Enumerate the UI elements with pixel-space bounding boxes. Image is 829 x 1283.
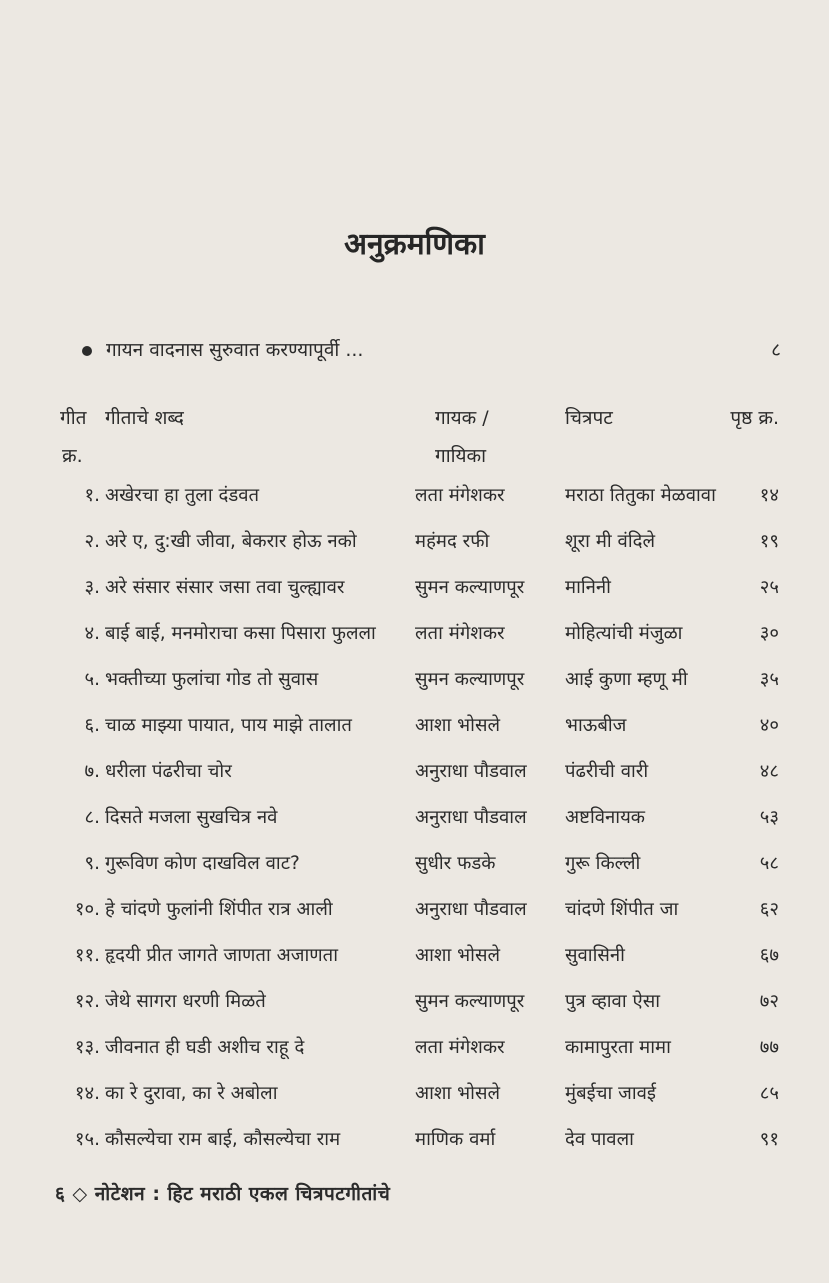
singer-name: आशा भोसले [415, 715, 501, 736]
table-row [0, 1034, 829, 1080]
header-no-line1: गीत [60, 407, 87, 429]
song-title: बाई बाई, मनमोराचा कसा पिसारा फुलला [105, 623, 376, 644]
singer-name: लता मंगेशकर [415, 1037, 505, 1058]
table-row [0, 1080, 829, 1126]
song-title: अरे ए, दु:खी जीवा, बेकरार होऊ नको [105, 531, 357, 552]
page-number: २५ [759, 577, 779, 598]
singer-name: सुमन कल्याणपूर [415, 577, 525, 598]
row-number: २. [84, 531, 100, 552]
song-title: दिसते मजला सुखचित्र नवे [105, 807, 278, 828]
film-name: मुंबईचा जावई [565, 1083, 657, 1104]
singer-name: आशा भोसले [415, 945, 501, 966]
song-title: गुरूविण कोण दाखविल वाट? [105, 853, 300, 874]
intro-entry [82, 336, 781, 366]
row-number: ८. [84, 807, 100, 828]
row-number: १०. [74, 899, 100, 920]
row-number: १५. [74, 1129, 100, 1150]
singer-name: लता मंगेशकर [415, 623, 505, 644]
row-number: ६. [84, 715, 100, 736]
page-number: ६७ [759, 945, 779, 966]
page-number: ५३ [759, 807, 779, 828]
singer-name: सुमन कल्याणपूर [415, 669, 525, 690]
header-song: गीताचे शब्द [105, 407, 184, 429]
page-number: ३० [759, 623, 779, 644]
song-title: हे चांदणे फुलांनी शिंपीत रात्र आली [105, 899, 333, 920]
table-row [0, 804, 829, 850]
film-name: शूरा मी वंदिले [565, 531, 655, 552]
page-footer: ६ ◇ नोटेशन : हिट मराठी एकल चित्रपटगीतांचे [55, 1183, 391, 1205]
table-row [0, 666, 829, 712]
table-row [0, 528, 829, 574]
film-name: पुत्र व्हावा ऐसा [565, 991, 661, 1012]
table-row [0, 896, 829, 942]
song-title: भक्तीच्या फुलांचा गोड तो सुवास [105, 669, 319, 690]
row-number: १२. [74, 991, 100, 1012]
row-number: १. [84, 485, 100, 506]
row-number: १३. [74, 1037, 100, 1058]
singer-name: महंमद रफी [415, 531, 490, 552]
film-name: गुरू किल्ली [565, 853, 641, 874]
song-title: अखेरचा हा तुला दंडवत [105, 485, 260, 506]
song-title: धरीला पंढरीचा चोर [105, 761, 232, 782]
page-number: ७२ [759, 991, 779, 1012]
film-name: अष्टविनायक [565, 807, 646, 828]
film-name: चांदणे शिंपीत जा [565, 899, 679, 920]
film-name: देव पावला [565, 1129, 634, 1150]
page-number: ८५ [759, 1083, 779, 1104]
singer-name: आशा भोसले [415, 1083, 501, 1104]
page-number: ३५ [759, 669, 779, 690]
song-title: जीवनात ही घडी अशीच राहू दे [105, 1037, 305, 1058]
page-number: १९ [759, 531, 779, 552]
page-number: ४० [759, 715, 779, 736]
song-index-table [0, 482, 829, 1172]
page-number: ७७ [759, 1037, 779, 1058]
page-number: ५८ [759, 853, 779, 874]
film-name: मोहित्यांची मंजुळा [565, 623, 683, 644]
row-number: ३. [84, 577, 100, 598]
singer-name: सुधीर फडके [415, 853, 496, 874]
header-singer-line2: गायिका [435, 445, 487, 467]
song-title: हृदयी प्रीत जागते जाणता अजाणता [105, 945, 338, 966]
singer-name: सुमन कल्याणपूर [415, 991, 525, 1012]
film-name: मराठा तितुका मेळवावा [565, 485, 716, 506]
page-number: ४८ [759, 761, 779, 782]
singer-name: अनुराधा पौडवाल [415, 807, 527, 828]
page-number: ६२ [759, 899, 779, 920]
song-title: कौसल्येचा राम बाई, कौसल्येचा राम [105, 1129, 341, 1150]
film-name: आई कुणा म्हणू मी [565, 669, 688, 690]
singer-name: अनुराधा पौडवाल [415, 761, 527, 782]
page-number: १४ [759, 485, 779, 506]
row-number: १४. [74, 1083, 100, 1104]
table-row [0, 1126, 829, 1172]
film-name: भाऊबीज [565, 715, 627, 736]
table-row [0, 620, 829, 666]
film-name: सुवासिनी [565, 945, 625, 966]
row-number: ५. [84, 669, 100, 690]
film-name: पंढरीची वारी [565, 761, 649, 782]
table-row [0, 574, 829, 620]
table-row [0, 712, 829, 758]
table-row [0, 850, 829, 896]
singer-name: माणिक वर्मा [415, 1129, 496, 1150]
header-singer-line1: गायक / [435, 407, 489, 429]
singer-name: लता मंगेशकर [415, 485, 505, 506]
table-row [0, 942, 829, 988]
row-number: ११. [74, 945, 100, 966]
table-row [0, 758, 829, 804]
header-no-line2: क्र. [62, 445, 83, 467]
film-name: मानिनी [565, 577, 611, 598]
row-number: ९. [84, 853, 100, 874]
header-film: चित्रपट [565, 407, 613, 429]
song-title: का रे दुरावा, का रे अबोला [105, 1083, 278, 1104]
row-number: ७. [84, 761, 100, 782]
table-row [0, 988, 829, 1034]
row-number: ४. [84, 623, 100, 644]
film-name: कामापुरता मामा [565, 1037, 671, 1058]
intro-page-number: ८ [771, 339, 781, 361]
page-title: अनुक्रमणिका [344, 227, 485, 262]
song-title: चाळ माझ्या पायात, पाय माझे तालात [105, 715, 352, 736]
table-row [0, 482, 829, 528]
song-title: जेथे सागरा धरणी मिळते [105, 991, 266, 1012]
song-title: अरे संसार संसार जसा तवा चुल्ह्यावर [105, 577, 345, 598]
header-page: पृष्ठ क्र. [730, 407, 779, 429]
page-number: ९१ [759, 1129, 779, 1150]
intro-text: गायन वादनास सुरुवात करण्यापूर्वी ... [106, 339, 364, 361]
singer-name: अनुराधा पौडवाल [415, 899, 527, 920]
bullet-icon [82, 346, 92, 356]
